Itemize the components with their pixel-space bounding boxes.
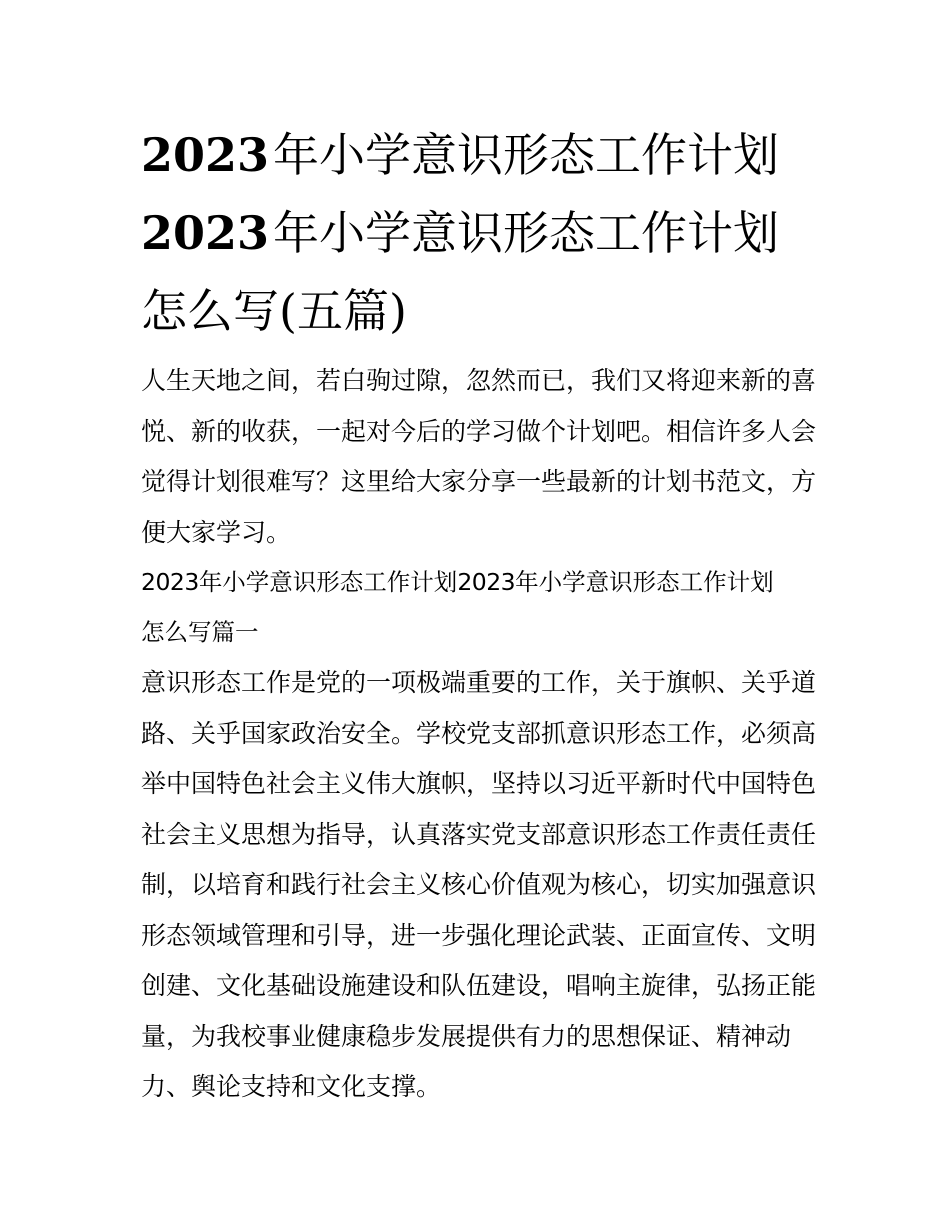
- body-line: 形态领域管理和引导，进一步强化理论武装、正面宣传、文明: [141, 920, 817, 950]
- intro-line: 便大家学习。: [141, 517, 292, 547]
- section-heading-year-b: 2023: [457, 568, 516, 596]
- body-line: 路、关乎国家政治安全。学校党支部抓意识形态工作，必须高: [141, 718, 817, 748]
- body-line: 量，为我校事业健康稳步发展提供有力的思想保证、精神动: [141, 1021, 792, 1051]
- body-line: 力、舆论支持和文化支撑。: [141, 1072, 442, 1101]
- body-line: 举中国特色社会主义伟大旗帜，坚持以习近平新时代中国特色: [141, 769, 817, 798]
- title-year-2: 2023: [141, 206, 270, 260]
- section-heading-text-b: 年小学意识形态工作计划: [515, 568, 774, 596]
- title-line-1: [141, 116, 821, 194]
- section-heading-year-a: 2023: [141, 568, 199, 596]
- title-year-1: 2023: [141, 128, 270, 182]
- title-text-2: 年小学意识形态工作计划: [273, 206, 780, 260]
- body-line: 意识形态工作是党的一项极端重要的工作，关于旗帜、关乎道: [141, 668, 817, 697]
- title-line-3: 怎么写(五篇): [141, 284, 407, 338]
- section-heading-text-a: 年小学意识形态工作计划: [198, 568, 458, 596]
- title-text-1: 年小学意识形态工作计划: [273, 128, 780, 182]
- intro-line: 人生天地之间，若白驹过隙，忽然而已，我们又将迎来新的喜: [141, 366, 817, 395]
- document-title: [141, 116, 821, 350]
- body-paragraph: [141, 658, 821, 1113]
- body-line: 社会主义思想为指导，认真落实党支部意识形态工作责任责任: [141, 819, 817, 849]
- section-heading-line-1: [141, 557, 821, 607]
- body-line: 制，以培育和践行社会主义核心价值观为核心，切实加强意识: [141, 870, 817, 899]
- body-line: 创建、文化基础设施建设和队伍建设，唱响主旋律，弘扬正能: [141, 971, 817, 1000]
- section-heading-line-2: 怎么写篇一: [141, 618, 259, 646]
- title-line-2: [141, 194, 821, 272]
- section-heading: [141, 557, 821, 657]
- intro-line: 悦、新的收获，一起对今后的学习做个计划吧。相信许多人会: [141, 416, 817, 446]
- intro-paragraph: [141, 356, 821, 558]
- intro-line: 觉得计划很难写？这里给大家分享一些最新的计划书范文，方: [141, 467, 817, 496]
